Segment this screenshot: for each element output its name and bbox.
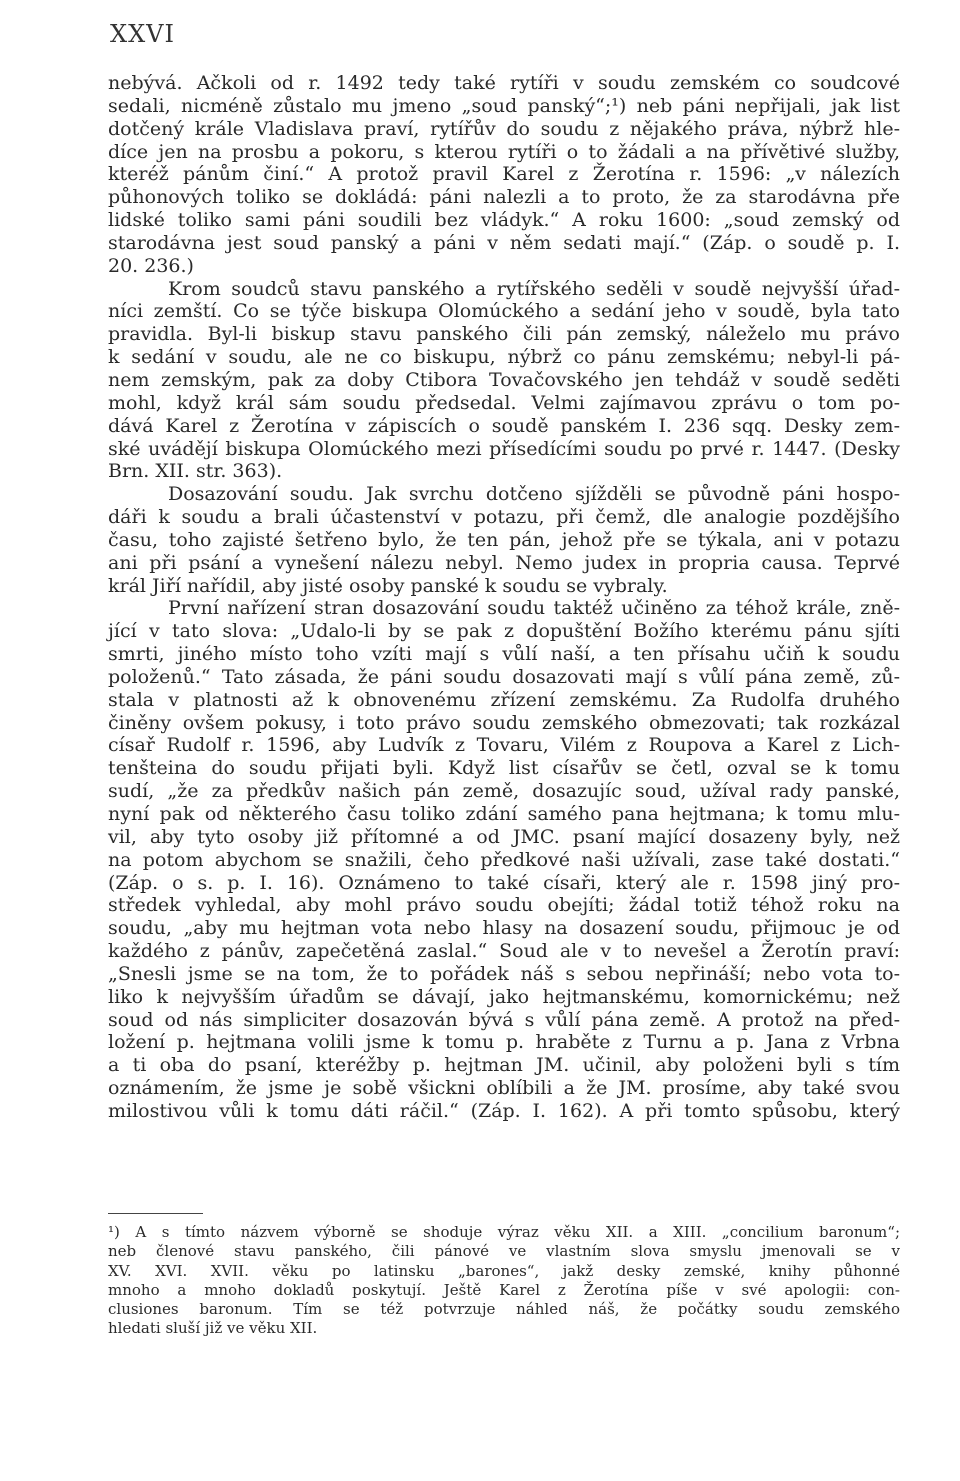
- text-line: nyní pak od některého času toliko zdání samého pana hejtmana; k tomu mlu-: [108, 803, 900, 825]
- text-line: (Záp. o s. p. I. 16). Oznámeno to také císaři, který ale r. 1598 jiný pro-: [108, 871, 900, 894]
- text-line: císař Rudolf r. 1596, aby Ludvík z Tovaru, Vilém z Roupova a Karel z Lich-: [108, 734, 900, 757]
- text-line: mohl, když král sám soudu předsedal. Velmi zajímavou zprávu o tom po-: [108, 391, 900, 414]
- footnote-line: hledati sluší již ve věku XII.: [108, 1319, 318, 1338]
- text-line: dáři k soudu a brali účastenství v potazu, při čemž, dle analogie pozdějšího: [108, 506, 900, 529]
- text-line: času, toho zajisté šetřeno bylo, že ten pán, jehož pře se týkala, ani v potazu: [108, 528, 900, 551]
- text-line: smrti, jiného místo toho vzíti mají s vůlí naší, a ten přísahu učiň k soudu: [108, 643, 900, 666]
- text-line: půhonových toliko se dokládá: páni nalezli a to proto, že za starodávna pře: [108, 186, 900, 209]
- page-number: XXVI: [110, 20, 175, 48]
- text-line: každého z pánův, zapečetěná zaslal.“ Soud ale v to nevešel a Žerotín praví:: [108, 940, 900, 963]
- text-line: První nařízení stran dosazování soudu taktéž učiněno za téhož krále, zně-: [168, 597, 900, 620]
- footnote-line: XV. XVI. XVII. věku po latinsku „barones“, jakž desky zemské, knihy půhonné: [108, 1261, 900, 1280]
- footnote-line: neb členové stavu panského, čili pánové ve vlastním slova smyslu jmenovali se v: [108, 1242, 900, 1261]
- footnote-line: clusiones baronum. Tím se též potvrzuje náhled náš, že počátky soudu zemského: [108, 1300, 900, 1319]
- text-line: jící v tato slova: „Udalo-li by se pak z dopuštění Božího kterému pánu sjíti: [108, 620, 900, 643]
- footnote-divider: [108, 1213, 203, 1214]
- text-line: Dosazování soudu. Jak svrchu dotčeno sjížděli se původně páni hospo-: [168, 483, 900, 506]
- text-line: Krom soudců stavu panského a rytířského seděli v soudě nejvyšší úřad-: [168, 277, 900, 300]
- text-line: vil, aby tyto osoby již přítomné a od JMC. psaní mající dosazeny byly, než: [108, 825, 900, 848]
- text-line: středek vyhledal, aby mohl právo soudu obejíti; žádal totiž téhož roku na: [108, 894, 900, 917]
- text-line: Brn. XII. str. 363).: [108, 460, 283, 483]
- text-line: „Snesli jsme se na tom, že to pořádek náš s sebou nepřináší; nebo vota to-: [108, 962, 900, 985]
- text-line: tenšteina do soudu přijati byli. Když list císařův se četl, ozval se k tomu: [108, 757, 900, 780]
- text-line: král Jiří nařídil, aby jisté osoby panské k soudu se vybraly.: [108, 574, 668, 597]
- text-line: ložení p. hejtmana volili jsme k tomu p. hraběte z Turnu a p. Jana z Vrbna: [108, 1031, 900, 1054]
- text-line: milostivou vůli k tomu dáti ráčil.“ (Záp. I. 162). A při tomto spůsobu, který: [108, 1099, 900, 1122]
- text-line: sudí, „že za předkův našich pán země, dosazujíc soud, užíval rady panské,: [108, 780, 900, 803]
- text-line: níci zemští. Co se týče biskupa Olomúckého a sedání jeho v soudě, byla tato: [108, 300, 900, 323]
- text-line: dává Karel z Žerotína v zápiscích o soudě panském I. 236 sqq. Desky zem-: [108, 414, 900, 437]
- text-line: nebývá. Ačkoli od r. 1492 tedy také rytíři v soudu zemském co soudcové: [108, 72, 900, 94]
- text-line: dotčený krále Vladislava praví, rytířův do soudu z nějakého práva, nýbrž hle-: [108, 117, 900, 140]
- footnotes: [108, 1223, 900, 1339]
- text-line: na potom abychom se snažili, čeho předkové naši užívali, zase také dostati.“: [108, 848, 900, 871]
- text-line: a ti oba do psaní, kteréžby p. hejtman JM. učinil, aby položeni byli s tím: [108, 1054, 900, 1077]
- text-line: soud od nás simpliciter dosazován bývá s vůlí pána země. A protož na před-: [108, 1008, 900, 1031]
- text-line: liko k nejvyšším úřadům se dávají, jako hejtmanskému, komornickému; než: [108, 985, 900, 1008]
- text-line: lidské toliko sami páni soudili bez vládyk.“ A roku 1600: „soud zemský od: [108, 209, 900, 232]
- text-line: nem zemským, pak za doby Ctibora Tovačovského jen tehdáž v soudě seděti: [108, 368, 900, 391]
- text-line: ské uvádějí biskupa Olomúckého mezi přísedícími soudu po prvé r. 1447. (Desky: [108, 437, 900, 460]
- text-line: díce jen na prosbu a pokoru, s kterou rytíři o to žádali a na přívětivé služby,: [108, 140, 900, 163]
- text-line: starodávna jest soud panský a páni v něm sedati mají.“ (Záp. o soudě p. I.: [108, 231, 900, 254]
- footnote-line: mnoho a mnoho dokladů poskytují. Ještě Karel z Žerotína píše v své apologii: con-: [108, 1280, 900, 1299]
- text-line: oznámením, že jsme je sobě všickni oblíbili a že JM. prosíme, aby také svou: [108, 1077, 900, 1100]
- text-line: kteréž pánům činí.“ A protož pravil Karel z Žerotína r. 1596: „v nálezích: [108, 163, 900, 186]
- body-text: [108, 72, 900, 1123]
- text-line: položenů.“ Tato zásada, že páni soudu dosazovati mají s vůlí pána země, zů-: [108, 665, 900, 688]
- text-line: soudu, „aby mu hejtman vota nebo hlasy na dosazení soudu, přijmouc je od: [108, 917, 900, 940]
- text-line: sedali, nicméně zůstalo mu jmeno „soud panský“;¹) neb páni nepřijali, jak list: [108, 94, 900, 117]
- text-line: k sedání v soudu, ale ne co biskupu, nýbrž co pánu zemskému; nebyl-li pá-: [108, 346, 900, 369]
- footnote-line: ¹) A s tímto názvem výborně se shoduje výraz věku XII. a XIII. „concilium baronum“;: [108, 1223, 900, 1241]
- text-line: ani při psání a vynešení nálezu nebyl. Nemo judex in propria causa. Teprvé: [108, 551, 900, 574]
- text-line: pravidla. Byl-li biskup stavu panského čili pán zemský, náleželo mu právo: [108, 323, 900, 346]
- text-line: činěny ovšem pokusy, i toto právo soudu zemského obmezovati; tak rozkázal: [108, 711, 900, 734]
- text-line: stala v platnosti až k obnovenému zřízení zemskému. Za Rudolfa druhého: [108, 688, 900, 711]
- text-line: 20. 236.): [108, 254, 194, 277]
